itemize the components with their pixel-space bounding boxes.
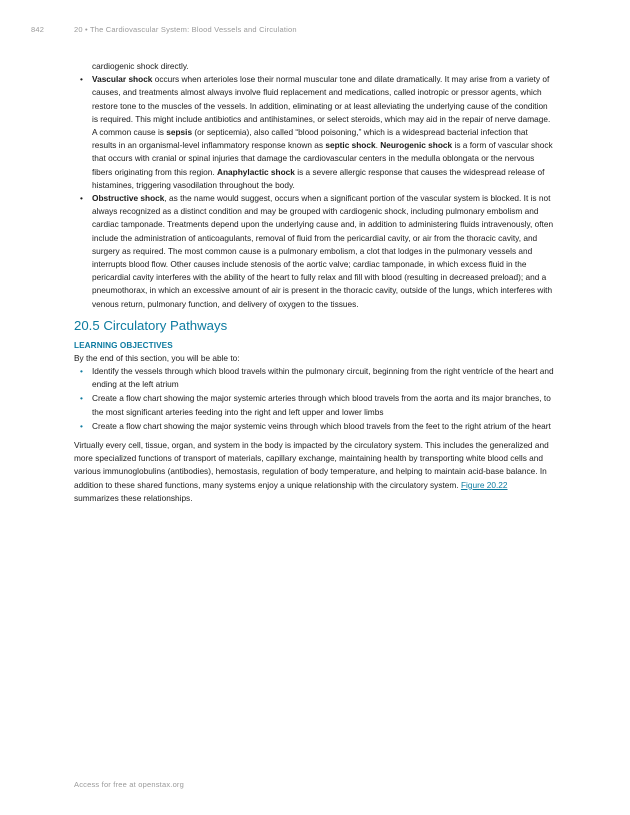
objective-item: • Identify the vessels through which blood travels within the pulmonary circuit, beginning from the right ventricle of the heart and ending at the left atrium bbox=[74, 365, 554, 391]
term-vascular-shock: Vascular shock bbox=[92, 74, 153, 85]
body-text: is a severe allergic response that causes the widespread release of histamines, triggering vasodilation throughout the body. bbox=[92, 166, 545, 190]
page-number: 842 bbox=[31, 25, 45, 34]
page-content bbox=[74, 60, 554, 505]
page-footer: Access for free at openstax.org bbox=[74, 780, 185, 789]
term-obstructive-shock: Obstructive shock bbox=[92, 193, 165, 204]
objective-item: • Create a flow chart showing the major systemic veins through which blood travels from the feet to the right atrium of the heart bbox=[74, 420, 554, 433]
body-text: . bbox=[375, 140, 381, 151]
body-text: , as the name would suggest, occurs when a significant portion of the vascular system is blocked. It is not always recognized as a distinct condition and may be grouped with cardiogenic shock, including pulmonary embolism and cardiac tamponade. Treatments depend upon the underlying cause and, in addition to administering fluids intravenously, often include the administration of anticoagulants, removal of fluid from the pericardial cavity, or air from the thoracic cavity, and surgery as required. The most common cause is a pulmonary embolism, a clot that lodges in the pulmonary vessels and interrupts blood flow. Other causes include stenosis of the aortic valve; cardiac tamponade, in which excess fluid in the pericardial cavity interferes with the ability of the heart to fully relax and fill with blood (resulting in decreased preload); and a pneumothorax, in which an excessive amount of air is present in the thoracic cavity, outside of the lungs, which interferes with venous return, pulmonary function, and delivery of oxygen to the tissues. bbox=[92, 193, 554, 309]
list-item-obstructive-shock bbox=[74, 192, 554, 311]
learning-objectives-label: LEARNING OBJECTIVES bbox=[74, 340, 173, 350]
objective-item: • Create a flow chart showing the major systemic arteries through which blood travels from the aorta and its major branches, to the most significant arteries feeding into the right and left upper and lower limbs bbox=[74, 392, 554, 418]
section-title: 20.5 Circulatory Pathways bbox=[74, 317, 228, 333]
shock-types-list bbox=[74, 73, 554, 311]
body-text: is a form of vascular shock that occurs with cranial or spinal injuries that damage the cardiovascular centers in the medulla oblongata or the nervous fibers originating from this region. bbox=[92, 140, 553, 177]
intro-paragraph bbox=[74, 439, 554, 505]
term-sepsis: sepsis bbox=[166, 127, 193, 138]
running-title: 20 • The Cardiovascular System: Blood Vessels and Circulation bbox=[74, 25, 297, 34]
body-text: (or septicemia), also called “blood poisoning,” which is a widespread bacterial infection that results in an organismal-level inflammatory response known as bbox=[92, 127, 528, 151]
body-text: summarizes these relationships. bbox=[74, 492, 193, 503]
term-neurogenic-shock: Neurogenic shock bbox=[380, 140, 453, 151]
running-header bbox=[31, 25, 297, 34]
figure-20-22-link[interactable]: Figure 20.22 bbox=[460, 479, 508, 490]
term-septic-shock: septic shock bbox=[325, 140, 376, 151]
learning-objectives-intro: By the end of this section, you will be able to: bbox=[74, 352, 240, 363]
continuation-text: cardiogenic shock directly. bbox=[92, 61, 189, 71]
term-anaphylactic-shock: Anaphylactic shock bbox=[216, 166, 295, 177]
body-text: occurs when arterioles lose their normal muscular tone and dilate dramatically. It may arise from a variety of causes, and treatments almost always involve fluid replacement and medications, called inotropic or pressor agents, which restore tone to the muscles of the vessels. In addition, eliminating or at least alleviating the underlying cause of the condition is required. This might include antibiotics and antihistamines, or select steroids, which may aid in the repair of nerve damage. A common cause is bbox=[92, 74, 551, 138]
body-text: Virtually every cell, tissue, organ, and system in the body is impacted by the circulatory system. This includes the generalized and more specialized functions of transport of materials, capillary exchange, maintaining health by transporting white blood cells and various immunoglobulins (antibodies), hemostasis, regulation of body temperature, and helping to maintain acid-base balance. In addition to these shared functions, many systems enjoy a unique relationship with the circulatory system. bbox=[74, 440, 549, 490]
list-item-vascular-shock bbox=[74, 73, 554, 192]
learning-objectives-list bbox=[74, 365, 554, 433]
